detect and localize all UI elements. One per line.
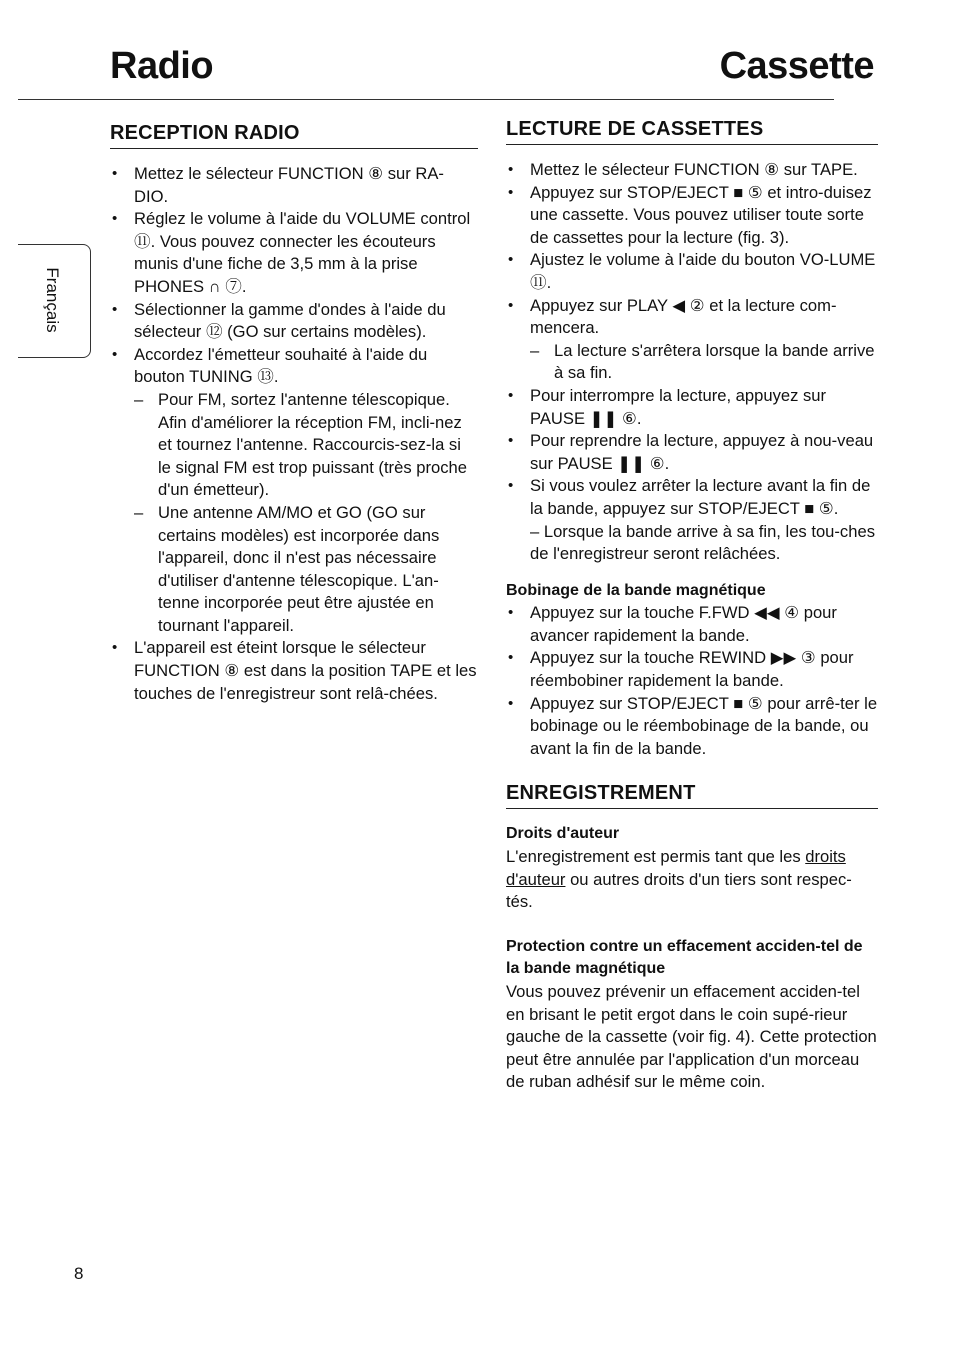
list-item: • Mettez le sélecteur FUNCTION ⑧ sur RA-DIO. (110, 163, 478, 208)
list-item: • Appuyez sur STOP/EJECT ■ ⑤ et intro-duisez une cassette. Vous pouvez utiliser toute sorte de cassettes pour la lecture (fig. 3). (506, 182, 878, 250)
note-text: – Lorsque la bande arrive à sa fin, les tou-ches de l'enregistreur seront relâchées. (530, 521, 875, 564)
list-item: • Mettez le sélecteur FUNCTION ⑧ sur TAPE. (506, 159, 878, 182)
subheading-protection: Protection contre un effacement acciden-tel de la bande magnétique (506, 937, 863, 978)
list-item (506, 475, 878, 565)
bobinage-list (506, 602, 878, 760)
list-item-text: • Si vous voulez arrêter la lecture avant la fin de la bande, appuyez sur STOP/EJECT ■ ⑤. (530, 476, 871, 518)
droits-paragraph (506, 846, 878, 914)
lecture-list (506, 159, 878, 566)
header-rule (18, 99, 834, 100)
left-column (110, 120, 478, 705)
dash-item: – Pour FM, sortez l'antenne télescopique. Afin d'améliorer la réception FM, incli-nez et tournez l'antenne. Raccourcis-sez-la si le signal FM est trop puissant (très proche d'un émetteur). (134, 389, 478, 502)
list-item-text: • Appuyez sur PLAY ◀ ② et la lecture com-mencera. (530, 295, 837, 338)
page-title-radio: Radio (110, 45, 214, 87)
list-item: • Pour interrompre la lecture, appuyez sur PAUSE ❚❚ ⑥. (506, 385, 878, 430)
dash-item: – Une antenne AM/MO et GO (GO sur certains modèles) est incorporée dans l'appareil, donc il n'est pas nécessaire d'utiliser d'antenne télescopique. L'an-tenne incorporée peut être ajustée en tournant l'appareil. (134, 502, 478, 638)
droits-text-before: L'enregistrement est permis tant que les (506, 847, 806, 867)
section-heading-reception-radio: RECEPTION RADIO (110, 120, 478, 149)
list-item (506, 295, 878, 385)
list-item: • Appuyez sur la touche F.FWD ◀◀ ④ pour avancer rapidement la bande. (506, 602, 878, 647)
list-item: • Ajustez le volume à l'aide du bouton VO-LUME ⑪. (506, 249, 878, 294)
subheading-droits: Droits d'auteur (506, 825, 620, 843)
right-column (506, 116, 878, 1094)
list-item (110, 344, 478, 638)
protection-paragraph: Vous pouvez prévenir un effacement acciden-tel en brisant le petit ergot dans le coin supé-rieur gauche de la cassette (voir fig. 4). Cette protection peut être annulée par l'application d'un morceau de ruban adhésif sur le même coin. (506, 982, 877, 1092)
language-tab-label: Français (43, 267, 62, 333)
page-number: 8 (74, 1264, 84, 1283)
list-item: • L'appareil est éteint lorsque le sélecteur FUNCTION ⑧ est dans la position TAPE et les touches de l'enregistreur sont relâ-chées. (110, 637, 478, 705)
list-item-text: • Accordez l'émetteur souhaité à l'aide du bouton TUNING ⑬. (134, 344, 428, 387)
droits-text-underlined: droits d'auteur (506, 847, 846, 889)
section-heading-enregistrement: ENREGISTREMENT (506, 780, 878, 809)
list-item: • Sélectionner la gamme d'ondes à l'aide du sélecteur ⑫ (GO sur certains modèles). (110, 299, 478, 344)
dash-item: – La lecture s'arrêtera lorsque la bande arrive à sa fin. (530, 340, 878, 385)
subheading-bobinage: Bobinage de la bande magnétique (506, 581, 766, 599)
list-item: • Pour reprendre la lecture, appuyez à nou-veau sur PAUSE ❚❚ ⑥. (506, 430, 878, 475)
list-item: • Réglez le volume à l'aide du VOLUME control ⑪. Vous pouvez connecter les écouteurs munis d'une fiche de 3,5 mm à la prise PHONES ∩ ⑦. (110, 208, 478, 298)
list-item: • Appuyez sur la touche REWIND ▶▶ ③ pour réembobiner rapidement la bande. (506, 647, 878, 692)
section-heading-lecture: LECTURE DE CASSETTES (506, 116, 878, 145)
droits-text-after: ou autres droits d'un tiers sont respec-tés. (506, 869, 852, 912)
reception-list (110, 163, 478, 705)
list-item: • Appuyez sur STOP/EJECT ■ ⑤ pour arrê-ter le bobinage ou le réembobinage de la bande, ou avant la fin de la bande. (506, 693, 878, 761)
page-title-cassette: Cassette (719, 45, 874, 87)
